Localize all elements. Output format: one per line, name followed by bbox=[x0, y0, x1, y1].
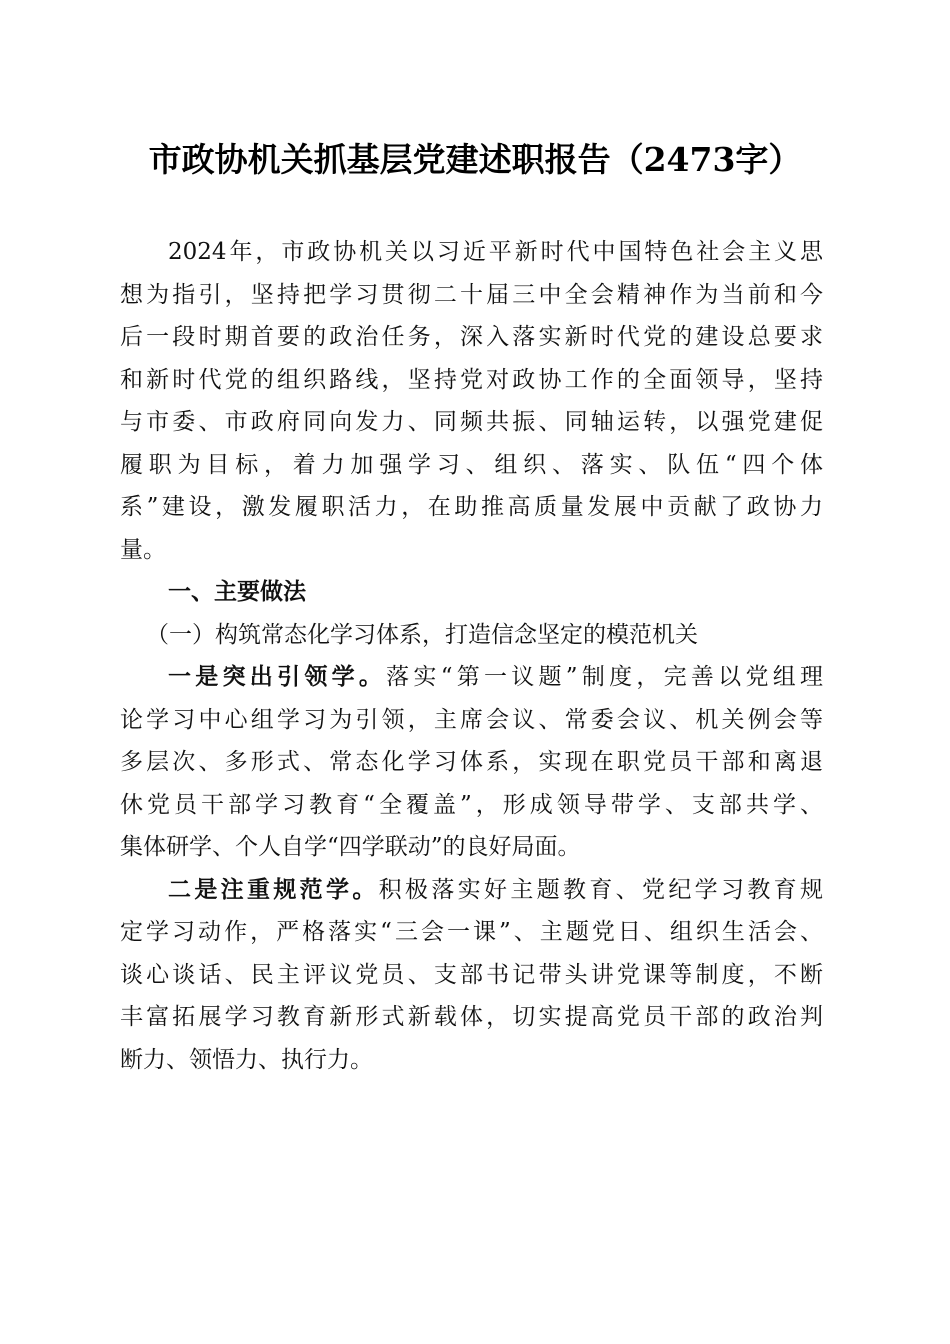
document-title: 市政协机关抓基层党建述职报告（2473字） bbox=[148, 140, 802, 179]
paragraph-line: 断力、领悟力、执行力。 bbox=[120, 1046, 373, 1073]
paragraph-lead: 一是突出引领学。 bbox=[168, 663, 387, 690]
paragraph-line: 论学习中心组学习为引领，主席会议、常委会议、机关例会等 bbox=[120, 706, 823, 733]
subsection-heading: （一）构筑常态化学习体系，打造信念坚定的模范机关 bbox=[146, 621, 698, 648]
paragraph-line: 定学习动作，严格落实“三会一课”、主题党日、组织生活会、 bbox=[120, 919, 823, 945]
paragraph-lead: 二是注重规范学。 bbox=[168, 875, 379, 903]
section-heading: 一、主要做法 bbox=[168, 579, 306, 605]
paragraph-line: 集体研学、个人自学“四学联动”的良好局面。 bbox=[120, 834, 581, 860]
paragraph-line: 谈心谈话、民主评议党员、支部书记带头讲党课等制度，不断 bbox=[120, 961, 823, 988]
paragraph-first-line bbox=[120, 869, 823, 912]
paragraph-line: 多层次、多形式、常态化学习体系，实现在职党员干部和离退 bbox=[120, 749, 823, 775]
intro-line: 和新时代党的组织路线，坚持党对政协工作的全面领导，坚持 bbox=[120, 366, 823, 393]
intro-line: 想为指引，坚持把学习贯彻二十届三中全会精神作为当前和今 bbox=[120, 281, 823, 308]
intro-line: 系”建设，激发履职活力，在助推高质量发展中贡献了政协力 bbox=[120, 494, 823, 520]
paragraph-text: 落实“第一议题”制度，完善以党组理 bbox=[386, 664, 823, 690]
intro-line: 履职为目标，着力加强学习、组织、落实、队伍“四个体 bbox=[120, 451, 823, 478]
paragraph-line: 休党员干部学习教育“全覆盖”，形成领导带学、支部共学、 bbox=[120, 791, 823, 818]
intro-line: 后一段时期首要的政治任务，深入落实新时代党的建设总要求 bbox=[120, 324, 823, 350]
paragraph-text: 积极落实好主题教育、党纪学习教育规 bbox=[378, 876, 824, 903]
intro-line: 与市委、市政府同向发力、同频共振、同轴运转，以强党建促 bbox=[120, 409, 823, 435]
paragraph-first-line bbox=[120, 656, 823, 699]
intro-line: 量。 bbox=[120, 536, 166, 563]
document-body bbox=[120, 231, 823, 1081]
paragraph-line: 丰富拓展学习教育新形式新载体，切实提高党员干部的政治判 bbox=[120, 1004, 823, 1030]
intro-line: 2024年，市政协机关以习近平新时代中国特色社会主义思 bbox=[168, 239, 823, 265]
